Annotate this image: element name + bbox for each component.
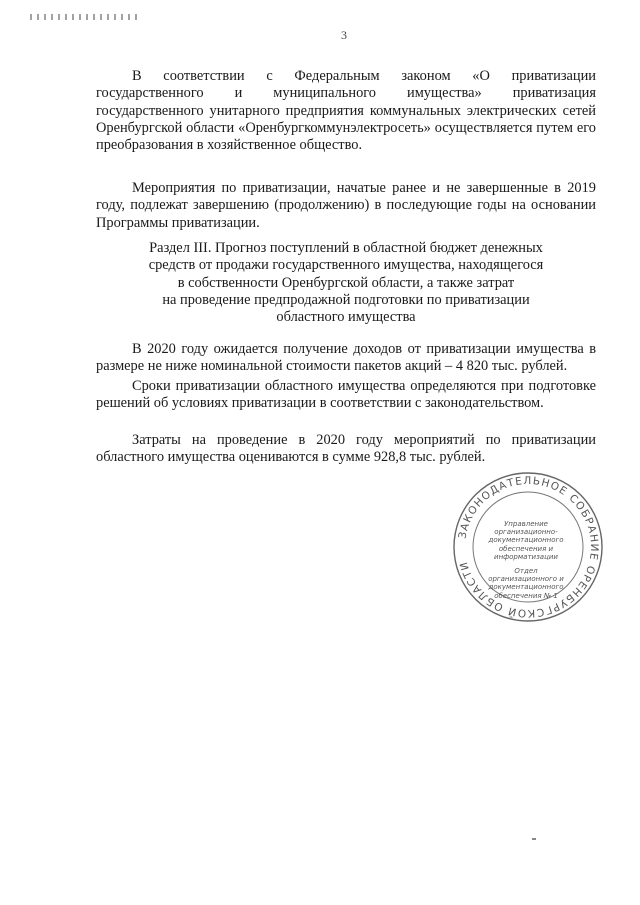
page-number: 3 [341,28,347,42]
paragraph-expected-income: В 2020 году ожидается получение доходов от приватизации имущества в размере не ниже номинальной стоимости пакетов акций – 4 820 тыс. рублей. [96,341,596,375]
paragraph-unfinished-measures: Мероприятия по приватизации, начатые ранее и не завершенные в 2019 году, подлежат завершению (продолжению) в последующие годы на основании Программы приватизации. [96,180,596,231]
heading-line: областного имущества [276,309,416,326]
paragraph-terms: Сроки приватизации областного имущества определяются при подготовке решений об условиях приватизации в соответствии с законодательством. [96,378,596,412]
heading-line: средств от продажи государственного имущества, находящегося [148,257,544,274]
section-heading [96,240,596,326]
heading-line: на проведение предпродажной подготовки по приватизации [162,291,530,308]
heading-line: в собственности Оренбургской области, а также затрат [177,274,515,291]
paragraph-costs: Затраты на проведение в 2020 году мероприятий по приватизации областного имущества оцениваются в сумме 928,8 тыс. рублей. [96,432,596,466]
scan-artifact [532,838,536,840]
paragraph-privatization-method: В соответствии с Федеральным законом «О приватизации государственного и муниципального имущества» приватизация государственного унитарного предприятия коммунальных электрических сетей Оренбургской области «Оренбургкоммунэлектросеть» осуществляется путем его преобразования в хозяйственное общество. [96,68,596,154]
heading-line: Раздел III. Прогноз поступлений в областной бюджет денежных [149,240,543,256]
stamp-subdivision: Отдел организационного и документационного обеспечения № 1 [488,567,564,600]
stamp-ring-text: ЗАКОНОДАТЕЛЬНОЕ СОБРАНИЕ ОРЕНБУРГСКОЙ ОБЛАСТИ [456,474,601,620]
scan-artifact [30,14,140,20]
stamp-inner-text [485,520,567,600]
stamp-department: Управление организационно-документационного обеспечения и информатизации [488,520,564,561]
